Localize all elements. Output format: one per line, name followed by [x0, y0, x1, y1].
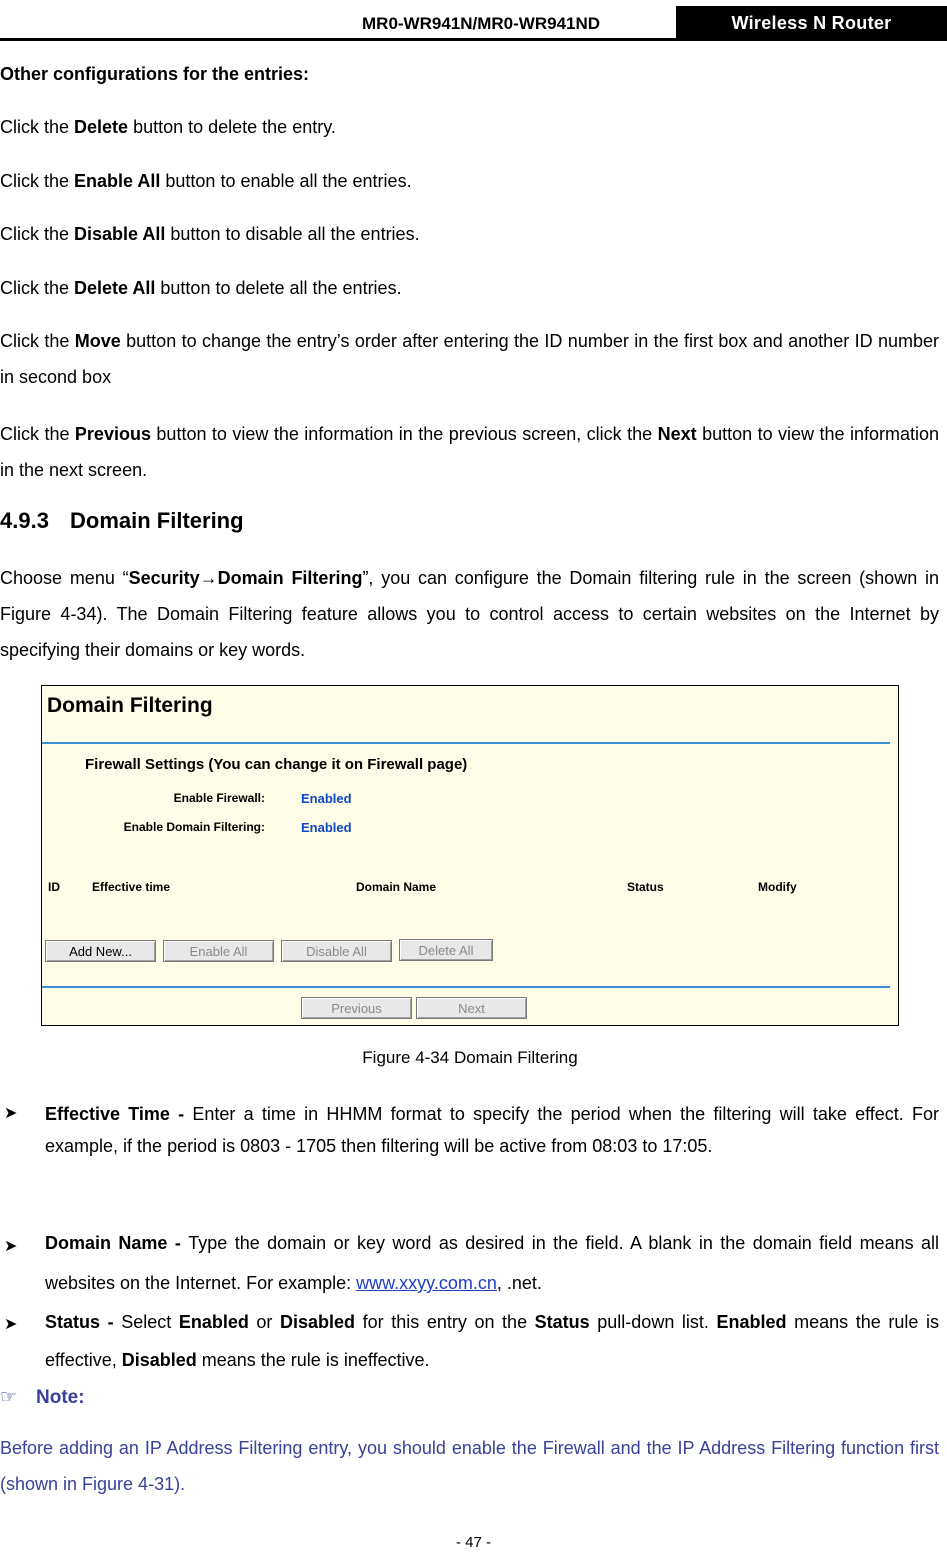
enable-domain-filtering-label: Enable Domain Filtering: — [123, 820, 265, 834]
column-header-status: Status — [627, 880, 664, 894]
section-number: 4.9.3 — [0, 508, 49, 533]
enable-firewall-label: Enable Firewall: — [173, 791, 265, 805]
entries-heading: Other configurations for the entries: — [0, 64, 310, 84]
pointing-hand-icon: ☞ — [0, 1387, 18, 1408]
note-heading — [0, 1386, 85, 1409]
figure-top-rule — [42, 742, 890, 744]
next-button[interactable]: Next — [416, 997, 527, 1019]
intro-paragraph: Choose menu “Security→Domain Filtering”, you can configure the Domain filtering rule in the screen (shown in Figure 4-34). The Domain Filtering feature allows you to control access to certain websites on the Internet by specifying their domains or key words. — [0, 568, 939, 660]
column-header-modify: Modify — [758, 880, 797, 894]
page-header — [0, 0, 947, 44]
enable-domain-filtering-value: Enabled — [301, 820, 352, 835]
column-header-id: ID — [48, 880, 60, 894]
disable-all-button[interactable]: Disable All — [281, 940, 392, 962]
bullet-status: ➤ Status - Select Enabled or Disabled for this entry on the Status pull-down list. Enabled means the rule is effective, Disabled means the rule is ineffective. — [0, 1303, 939, 1379]
figure-bottom-rule — [42, 986, 890, 988]
figure-caption: Figure 4-34 Domain Filtering — [362, 1048, 578, 1067]
note-text: Before adding an IP Address Filtering entry, you should enable the Firewall and the IP Address Filtering function first (shown in Figure 4-31). — [0, 1438, 939, 1494]
move-paragraph: Click the Move button to change the entry’s order after entering the ID number in the first box and another ID number in second box — [0, 331, 939, 387]
arrowhead-bullet-icon: ➤ — [4, 1316, 18, 1333]
note-label: Note: — [36, 1387, 85, 1408]
enable-all-button[interactable]: Enable All — [163, 940, 274, 962]
column-header-effective-time: Effective time — [92, 880, 171, 894]
column-header-domain-name: Domain Name — [356, 880, 437, 894]
bullet-effective-time: ➤ Effective Time - Enter a time in HHMM format to specify the period when the filtering will take effect. For example, if the period is 0803 - 1705 then filtering will be active from 08:03 to 17:05. — [0, 1098, 939, 1162]
header-model: MR0-WR941N/MR0-WR941ND — [362, 14, 601, 33]
bullet-domain-name: ➤ Domain Name - Type the domain or key word as desired in the field. A blank in the domain field means all websites on the Internet. For example: www.xxyy.com.cn, .net. — [0, 1223, 939, 1303]
figure-title: Domain Filtering — [47, 694, 213, 717]
arrowhead-bullet-icon: ➤ — [4, 1238, 18, 1255]
entry-line-delete: Click the Delete button to delete the entry. — [0, 117, 336, 137]
delete-all-button[interactable]: Delete All — [399, 939, 493, 961]
entry-line-delete-all: Click the Delete All button to delete all the entries. — [0, 278, 402, 298]
previous-button[interactable]: Previous — [301, 997, 412, 1019]
header-rule — [0, 38, 947, 41]
entry-line-enable-all: Click the Enable All button to enable all the entries. — [0, 171, 412, 191]
entry-line-disable-all: Click the Disable All button to disable all the entries. — [0, 224, 420, 244]
section-title: Domain Filtering — [70, 508, 244, 533]
section-heading — [0, 508, 244, 534]
firewall-settings-heading: Firewall Settings (You can change it on Firewall page) — [85, 756, 468, 773]
arrowhead-bullet-icon: ➤ — [4, 1105, 18, 1122]
header-product: Wireless N Router — [676, 6, 947, 40]
previous-next-paragraph: Click the Previous button to view the information in the previous screen, click the Next button to view the information in the next screen. — [0, 424, 939, 480]
page-number: - 47 - — [455, 1534, 491, 1551]
enable-firewall-value: Enabled — [301, 791, 352, 806]
domain-filtering-screenshot — [41, 685, 899, 1026]
example-domain-link[interactable]: www.xxyy.com.cn — [356, 1273, 497, 1293]
add-new-button[interactable]: Add New... — [45, 940, 156, 962]
